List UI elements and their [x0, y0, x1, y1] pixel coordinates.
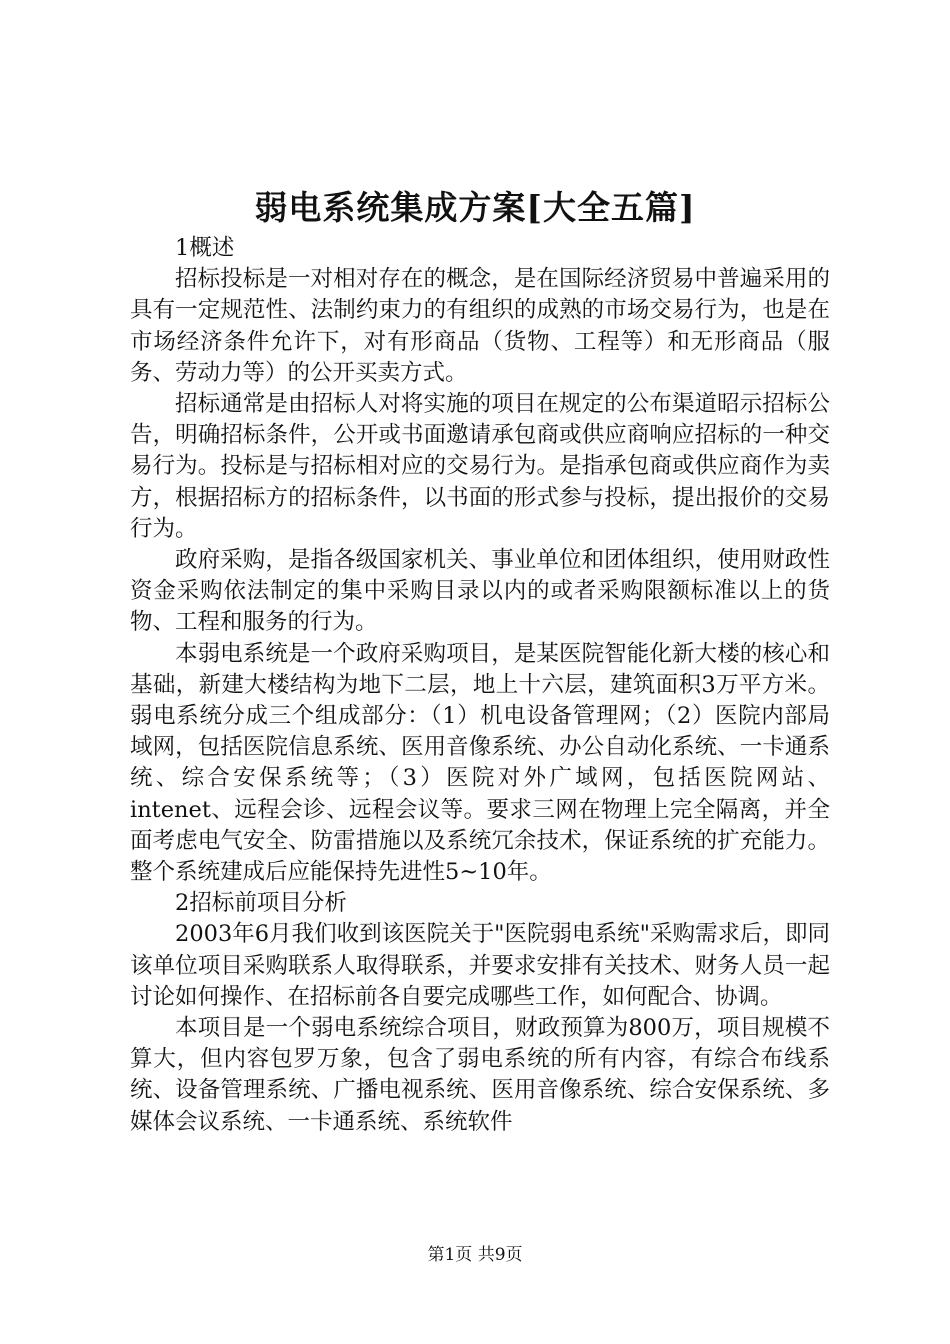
section-heading-overview: 1概述 — [175, 235, 235, 261]
paragraph-project-description: 本弱电系统是一个政府采购项目，是某医院智能化新大楼的核心和基础，新建大楼结构为地下二层，地上十六层，建筑面积3万平方米。弱电系统分成三个组成部分：（1）机电设备管理网；（2）医院内部局域网，包括医院信息系统、医用音像系统、办公自动化系统、一卡通系统、综合安保系统等；（3）医院对外广域网，包括医院网站、intenet、远程会诊、远程会议等。要求三网在物理上完全隔离，并全面考虑电气安全、防雷措施以及系统冗余技术，保证系统的扩充能力。整个系统建成后应能保持先进性5~10年。 — [130, 640, 830, 886]
document-title: 弱电系统集成方案[大全五篇] — [254, 188, 696, 227]
paragraph-bidding-concept: 招标投标是一对相对存在的概念，是在国际经济贸易中普遍采用的具有一定规范性、法制约束力的有组织的成熟的市场交易行为，也是在市场经济条件允许下，对有形商品（货物、工程等）和无形商品（服务、劳动力等）的公开买卖方式。 — [130, 266, 830, 386]
section-heading-pre-bid-analysis: 2招标前项目分析 — [175, 890, 347, 917]
page-footer: 第1页 共9页 — [427, 1245, 523, 1265]
paragraph-government-procurement: 政府采购，是指各级国家机关、事业单位和团体组织，使用财政性资金采购依法制定的集中采购目录以内的或者采购限额标准以上的货物、工程和服务的行为。 — [130, 547, 830, 636]
document-body — [130, 233, 830, 1138]
paragraph-project-scope: 本项目是一个弱电系统综合项目，财政预算为800万，项目规模不算大，但内容包罗万象，包含了弱电系统的所有内容，有综合布线系统、设备管理系统、广播电视系统、医用音像系统、综合安保系统、多媒体会议系统、一卡通系统、系统软件 — [130, 1015, 830, 1135]
paragraph-tendering-definition: 招标通常是由招标人对将实施的项目在规定的公布渠道昭示招标公告，明确招标条件，公开或书面邀请承包商或供应商响应招标的一种交易行为。投标是与招标相对应的交易行为。是指承包商或供应商作为卖方，根据招标方的招标条件，以书面的形式参与投标，提出报价的交易行为。 — [130, 391, 830, 542]
paragraph-procurement-request: 2003年6月我们收到该医院关于"医院弱电系统"采购需求后，即同该单位项目采购联系人取得联系，并要求安排有关技术、财务人员一起讨论如何操作、在招标前各自要完成哪些工作，如何配合、协调。 — [130, 921, 830, 1010]
